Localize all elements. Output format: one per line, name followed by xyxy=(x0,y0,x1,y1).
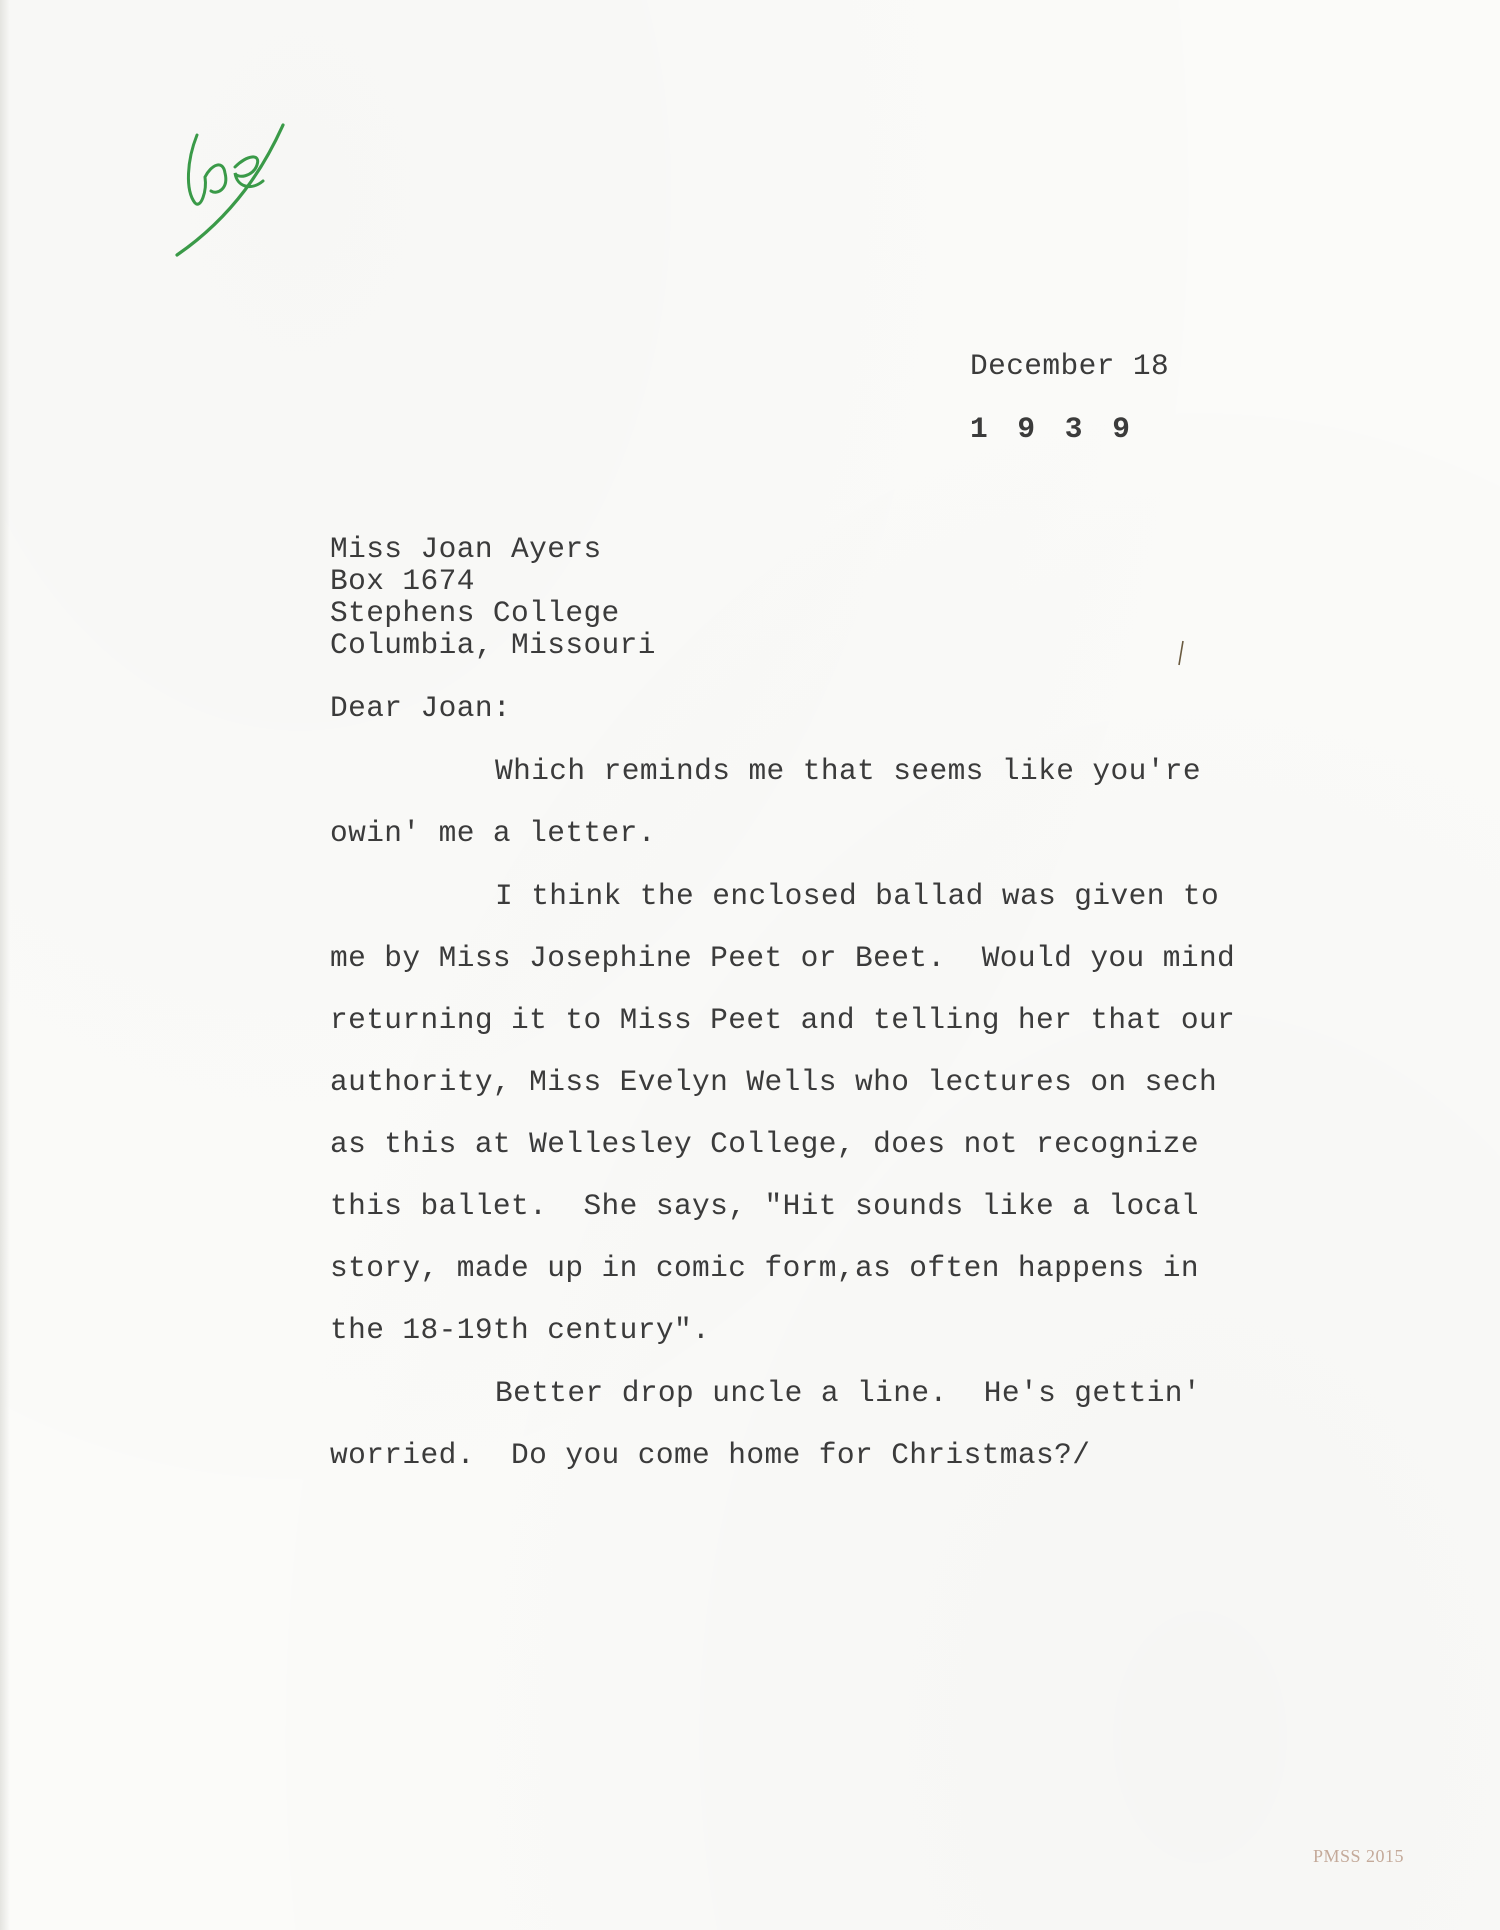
paragraph-3-line: worried. Do you come home for Christmas?/ xyxy=(330,1438,1091,1472)
paragraph-1-line: Which reminds me that seems like you're xyxy=(495,754,1202,788)
recipient-city: Columbia, Missouri xyxy=(330,628,656,662)
paragraph-1-line: owin' me a letter. xyxy=(330,816,656,850)
letter-date: December 18 xyxy=(970,349,1170,383)
paragraph-2-line: returning it to Miss Peet and telling her that our xyxy=(330,1003,1236,1037)
paragraph-2-line: authority, Miss Evelyn Wells who lectures on sech xyxy=(330,1065,1218,1099)
paragraph-2-line: I think the enclosed ballad was given to xyxy=(495,879,1220,913)
recipient-name: Miss Joan Ayers xyxy=(330,532,602,566)
salutation: Dear Joan: xyxy=(330,691,512,725)
paragraph-3-line: Better drop uncle a line. He's gettin' xyxy=(495,1376,1202,1410)
paragraph-2-line: me by Miss Josephine Peet or Beet. Would you mind xyxy=(330,941,1236,975)
handwritten-check-mark-icon xyxy=(165,95,325,270)
archive-stamp: PMSS 2015 xyxy=(1313,1846,1405,1866)
stray-pen-mark-icon xyxy=(1178,640,1184,666)
recipient-box: Box 1674 xyxy=(330,564,475,598)
paragraph-2-line: as this at Wellesley College, does not recognize xyxy=(330,1127,1199,1161)
paper-edge xyxy=(0,0,10,1930)
paragraph-2-line: story, made up in comic form,as often happens in xyxy=(330,1251,1199,1285)
paragraph-2-line: this ballet. She says, "Hit sounds like a local xyxy=(330,1189,1199,1223)
recipient-institution: Stephens College xyxy=(330,596,620,630)
paragraph-2-line: the 18-19th century". xyxy=(330,1313,711,1347)
letter-year: 1 9 3 9 xyxy=(970,412,1136,446)
